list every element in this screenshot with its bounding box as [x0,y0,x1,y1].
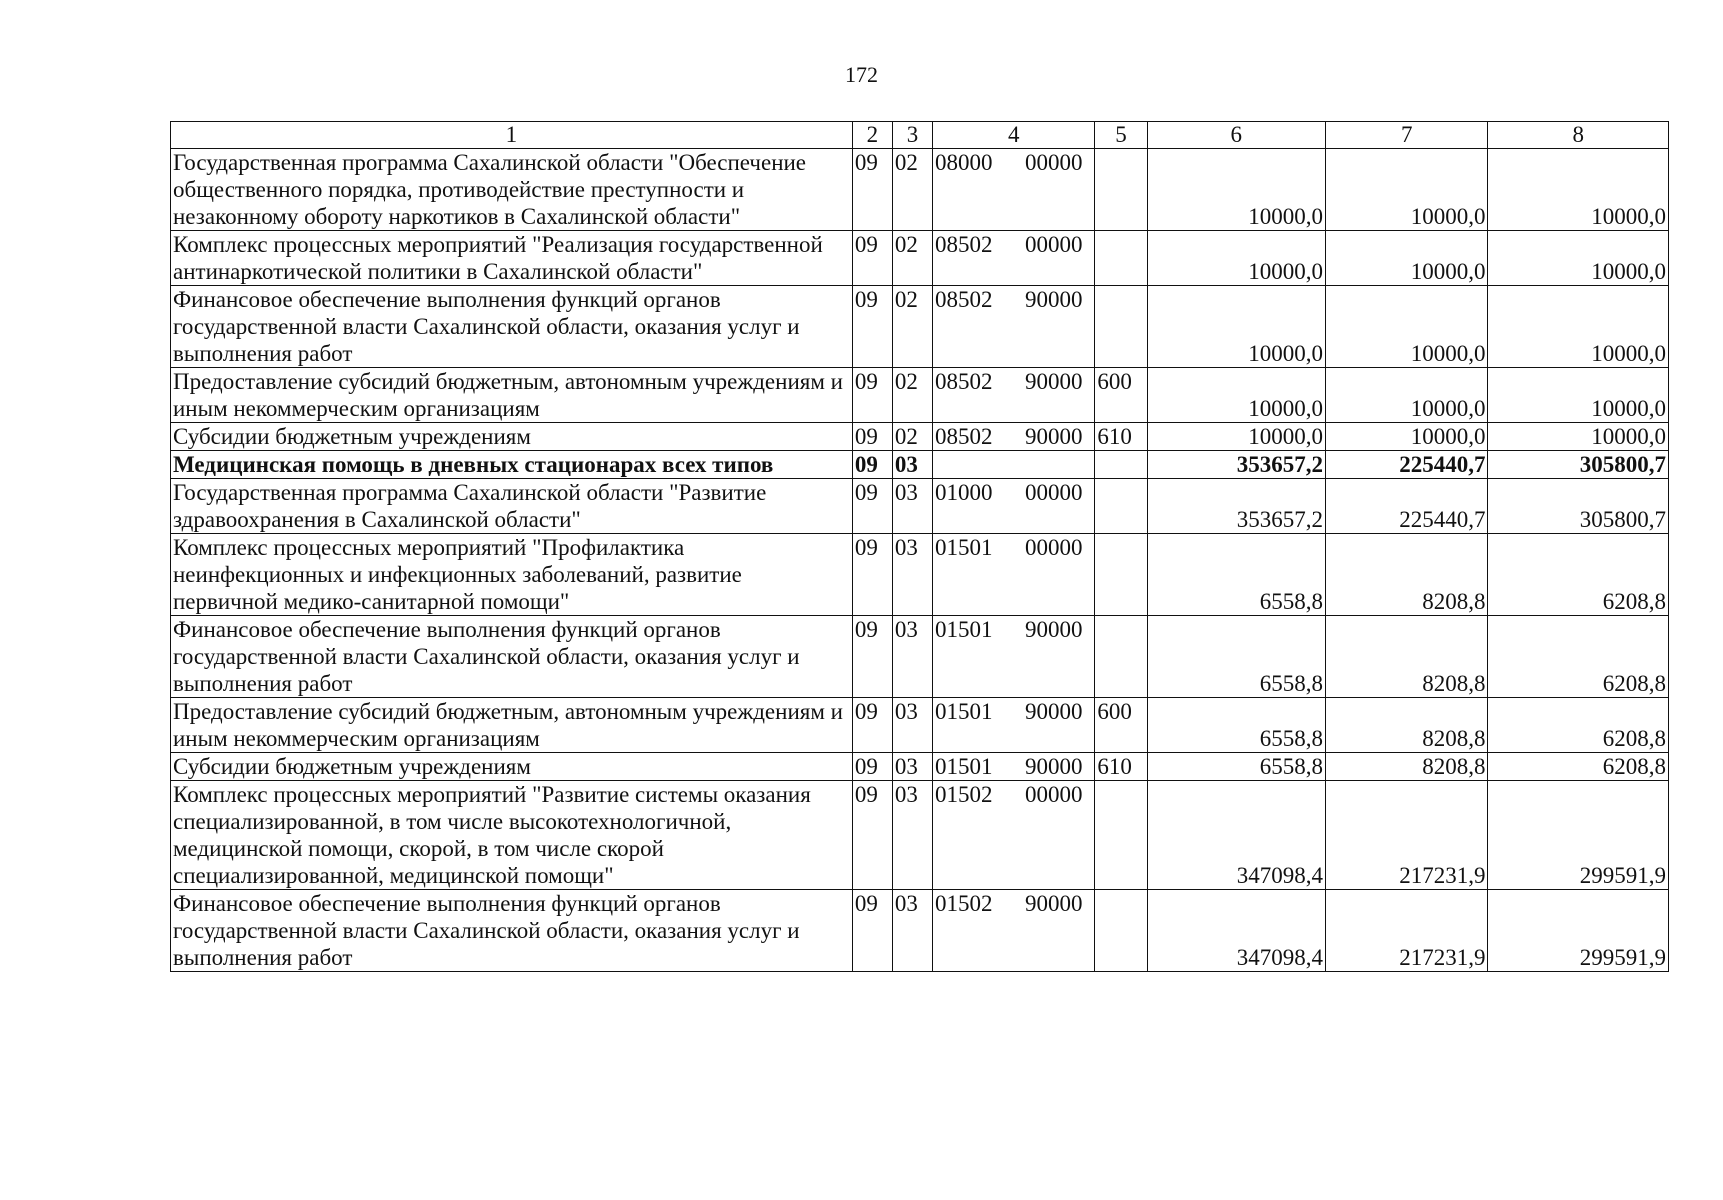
amount-col6-cell: 10000,0 [1147,286,1325,368]
subsection-code-cell: 03 [892,534,932,616]
row-name-cell: Медицинская помощь в дневных стационарах всех типов [171,451,853,479]
table-row [171,616,1669,698]
subsection-code-cell: 03 [892,890,932,972]
amount-col6-cell: 347098,4 [1147,781,1325,890]
expense-type-cell [1095,890,1147,972]
target-article-part-a: 08502 [935,424,993,449]
amount-col6-cell: 6558,8 [1147,698,1325,753]
amount-col7-cell: 225440,7 [1326,451,1488,479]
subsection-code-cell: 03 [892,753,932,781]
target-article-cell [933,781,1095,890]
target-article-part-b: 00000 [1025,782,1083,807]
expense-type-cell: 600 [1095,698,1147,753]
column-header: 5 [1095,122,1147,149]
target-article-part-b: 90000 [1025,754,1083,779]
subsection-code-cell: 03 [892,781,932,890]
amount-col6-cell: 6558,8 [1147,534,1325,616]
expense-type-cell: 610 [1095,423,1147,451]
page-number: 172 [845,62,878,87]
table-row [171,698,1669,753]
section-code-cell: 09 [852,479,892,534]
table-row [171,451,1669,479]
expense-type-cell [1095,451,1147,479]
row-name-cell: Предоставление субсидий бюджетным, автономным учреждениям и иным некоммерческим организациям [171,368,853,423]
target-article-cell [933,616,1095,698]
amount-col8-cell: 6208,8 [1488,753,1669,781]
target-article-part-a: 01000 [935,480,993,505]
target-article-cell [933,698,1095,753]
target-article-part-b: 90000 [1025,287,1083,312]
amount-col6-cell: 10000,0 [1147,368,1325,423]
amount-col7-cell: 217231,9 [1326,890,1488,972]
amount-col7-cell: 8208,8 [1326,534,1488,616]
target-article-part-a: 01501 [935,617,993,642]
table-body [171,149,1669,972]
amount-col8-cell: 10000,0 [1488,231,1669,286]
budget-table [170,121,1669,972]
target-article-part-b: 90000 [1025,369,1083,394]
section-code-cell: 09 [852,616,892,698]
expense-type-cell [1095,149,1147,231]
amount-col7-cell: 10000,0 [1326,149,1488,231]
target-article-cell [933,423,1095,451]
table-row [171,368,1669,423]
section-code-cell: 09 [852,368,892,423]
table-row [171,781,1669,890]
row-name-cell: Государственная программа Сахалинской области "Обеспечение общественного порядка, противодействие преступности и незаконному обороту наркотиков в Сахалинской области" [171,149,853,231]
target-article-cell [933,231,1095,286]
subsection-code-cell: 03 [892,451,932,479]
column-header: 2 [852,122,892,149]
expense-type-cell [1095,479,1147,534]
amount-col7-cell: 10000,0 [1326,231,1488,286]
column-number-row [171,122,1669,149]
target-article-cell [933,368,1095,423]
section-code-cell: 09 [852,231,892,286]
column-header: 7 [1326,122,1488,149]
target-article-part-a: 08502 [935,369,993,394]
amount-col7-cell: 8208,8 [1326,616,1488,698]
amount-col7-cell: 8208,8 [1326,698,1488,753]
section-code-cell: 09 [852,534,892,616]
amount-col8-cell: 299591,9 [1488,781,1669,890]
amount-col8-cell: 10000,0 [1488,286,1669,368]
subsection-code-cell: 02 [892,286,932,368]
row-name-cell: Предоставление субсидий бюджетным, автономным учреждениям и иным некоммерческим организациям [171,698,853,753]
amount-col8-cell: 6208,8 [1488,616,1669,698]
amount-col8-cell: 10000,0 [1488,149,1669,231]
section-code-cell: 09 [852,423,892,451]
target-article-part-a: 01502 [935,891,993,916]
amount-col6-cell: 10000,0 [1147,231,1325,286]
section-code-cell: 09 [852,698,892,753]
subsection-code-cell: 03 [892,616,932,698]
amount-col6-cell: 10000,0 [1147,149,1325,231]
target-article-part-b: 90000 [1025,699,1083,724]
amount-col8-cell: 6208,8 [1488,698,1669,753]
amount-col6-cell: 353657,2 [1147,479,1325,534]
subsection-code-cell: 03 [892,479,932,534]
row-name-cell: Финансовое обеспечение выполнения функций органов государственной власти Сахалинской области, оказания услуг и выполнения работ [171,286,853,368]
amount-col6-cell: 347098,4 [1147,890,1325,972]
expense-type-cell: 600 [1095,368,1147,423]
section-code-cell: 09 [852,451,892,479]
target-article-cell [933,890,1095,972]
target-article-part-b: 90000 [1025,891,1083,916]
subsection-code-cell: 03 [892,698,932,753]
target-article-part-b: 90000 [1025,424,1083,449]
row-name-cell: Финансовое обеспечение выполнения функций органов государственной власти Сахалинской области, оказания услуг и выполнения работ [171,616,853,698]
amount-col8-cell: 305800,7 [1488,479,1669,534]
row-name-cell: Субсидии бюджетным учреждениям [171,753,853,781]
amount-col8-cell: 299591,9 [1488,890,1669,972]
table-row [171,231,1669,286]
row-name-cell: Субсидии бюджетным учреждениям [171,423,853,451]
target-article-part-a: 08502 [935,232,993,257]
section-code-cell: 09 [852,286,892,368]
amount-col6-cell: 353657,2 [1147,451,1325,479]
section-code-cell: 09 [852,753,892,781]
expense-type-cell [1095,231,1147,286]
target-article-part-b: 00000 [1025,150,1083,175]
amount-col6-cell: 6558,8 [1147,753,1325,781]
amount-col7-cell: 217231,9 [1326,781,1488,890]
amount-col8-cell: 305800,7 [1488,451,1669,479]
row-name-cell: Государственная программа Сахалинской области "Развитие здравоохранения в Сахалинской области" [171,479,853,534]
table-row [171,753,1669,781]
section-code-cell: 09 [852,149,892,231]
target-article-part-b: 90000 [1025,617,1083,642]
subsection-code-cell: 02 [892,368,932,423]
amount-col7-cell: 10000,0 [1326,286,1488,368]
subsection-code-cell: 02 [892,423,932,451]
target-article-cell [933,149,1095,231]
amount-col7-cell: 10000,0 [1326,423,1488,451]
expense-type-cell [1095,781,1147,890]
target-article-part-b: 00000 [1025,535,1083,560]
amount-col6-cell: 6558,8 [1147,616,1325,698]
column-header: 8 [1488,122,1669,149]
table-row [171,423,1669,451]
row-name-cell: Финансовое обеспечение выполнения функций органов государственной власти Сахалинской области, оказания услуг и выполнения работ [171,890,853,972]
row-name-cell: Комплекс процессных мероприятий "Профилактика неинфекционных и инфекционных заболеваний, развитие первичной медико-санитарной помощи" [171,534,853,616]
amount-col7-cell: 8208,8 [1326,753,1488,781]
row-name-cell: Комплекс процессных мероприятий "Реализация государственной антинаркотической политики в Сахалинской области" [171,231,853,286]
subsection-code-cell: 02 [892,149,932,231]
amount-col8-cell: 10000,0 [1488,423,1669,451]
target-article-part-a: 08000 [935,150,993,175]
expense-type-cell [1095,286,1147,368]
table-row [171,479,1669,534]
column-header: 6 [1147,122,1325,149]
table-row [171,286,1669,368]
amount-col8-cell: 10000,0 [1488,368,1669,423]
subsection-code-cell: 02 [892,231,932,286]
amount-col6-cell: 10000,0 [1147,423,1325,451]
section-code-cell: 09 [852,890,892,972]
target-article-part-a: 01501 [935,754,993,779]
column-header: 1 [171,122,853,149]
target-article-cell [933,286,1095,368]
target-article-part-a: 01501 [935,699,993,724]
amount-col7-cell: 225440,7 [1326,479,1488,534]
expense-type-cell: 610 [1095,753,1147,781]
expense-type-cell [1095,534,1147,616]
target-article-cell [933,534,1095,616]
target-article-part-a: 01501 [935,535,993,560]
row-name-cell: Комплекс процессных мероприятий "Развитие системы оказания специализированной, в том числе высокотехнологичной, медицинской помощи, скорой, в том числе скорой специализированной, медицинской помощи" [171,781,853,890]
target-article-part-a: 08502 [935,287,993,312]
table-row [171,890,1669,972]
section-code-cell: 09 [852,781,892,890]
amount-col7-cell: 10000,0 [1326,368,1488,423]
column-header: 4 [933,122,1095,149]
target-article-part-b: 00000 [1025,232,1083,257]
target-article-part-a: 01502 [935,782,993,807]
table-row [171,534,1669,616]
expense-type-cell [1095,616,1147,698]
column-header: 3 [892,122,932,149]
table-row [171,149,1669,231]
target-article-cell [933,451,1095,479]
target-article-part-b: 00000 [1025,480,1083,505]
target-article-cell [933,753,1095,781]
amount-col8-cell: 6208,8 [1488,534,1669,616]
target-article-cell [933,479,1095,534]
